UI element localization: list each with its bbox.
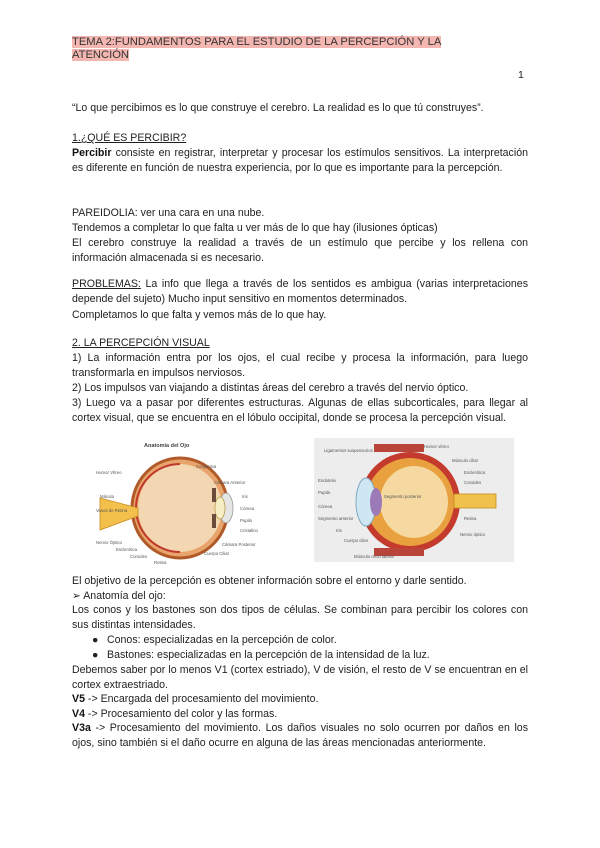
label-cristalino: Cristalino xyxy=(240,528,258,533)
opening-quote: “Lo que percibimos es lo que construye el cerebro. La realidad es lo que tú construyes”. xyxy=(72,102,484,114)
label-humor-vitreo: Humor Vítreo xyxy=(96,470,122,475)
label-vasos-retina: Vasos de Retina xyxy=(96,508,128,513)
label-esclerotica: Esclerótica xyxy=(116,547,138,552)
section2-heading: 2. LA PERCEPCIÓN VISUAL xyxy=(72,337,210,349)
section1-heading: 1.¿QUÉ ES PERCIBIR? xyxy=(72,132,187,144)
step-3: 3) Luego va a pasar por diferentes estructuras. Algunas de ellas subcorticales, para llegar al cortex visual, que se encuentra en el lóbulo occipital, donde se procesa la percepción visual. xyxy=(72,397,528,425)
label-macula: Mácula xyxy=(100,494,114,499)
eye-anatomy-diagram xyxy=(94,438,274,566)
label-coroides: Coroides xyxy=(130,554,148,559)
label-musculo-recto: Músculo recto lateral xyxy=(354,554,394,559)
label-cuerpo-ciliar-r: Cuerpo ciliar xyxy=(344,538,369,543)
label-musculo-ciliar: Músculo ciliar xyxy=(452,458,479,463)
label-retina: Retina xyxy=(154,560,167,565)
bullet-conos: ● Conos: especializadas en la percepción de color. xyxy=(92,634,337,646)
step-1: 1) La información entra por los ojos, el cual recibe y procesa la información, para luego transformarla en impulsos nerviosos. xyxy=(72,352,528,380)
label-segmento-anterior: Segmento anterior xyxy=(318,516,354,521)
label-coroides-r: Coroides xyxy=(464,480,482,485)
eye-cross-section-diagram xyxy=(314,438,514,562)
label-cornea-r: Córnea xyxy=(318,504,333,509)
label-pupila-r: Pupila xyxy=(318,490,330,495)
pareidolia-text: PAREIDOLIA: ver una cara en una nube. xyxy=(72,207,265,219)
step-2: 2) Los impulsos van viajando a distintas áreas del cerebro a través del nervio óptico. xyxy=(72,382,469,394)
page-number: 1 xyxy=(518,69,524,81)
figure-left-title: Anatomía del Ojo xyxy=(144,443,190,449)
percibir-term: Percibir xyxy=(72,147,112,159)
eye-anatomy-figure-left xyxy=(94,438,274,566)
cerebro-text: El cerebro construye la realidad a través de un estímulo que percibe y los rellena con información almacenada si es necesario. xyxy=(72,237,528,265)
label-cornea: Córnea xyxy=(240,506,255,511)
label-iris-r: Iris xyxy=(336,528,342,533)
bullet-bastones: ● Bastones: especializadas en la percepción de la intensidad de la luz. xyxy=(92,649,430,661)
percibir-definition: Percibir consiste en registrar, interpretar y procesar los estímulos sensitivos. La interpretación es diferente en función de nuestra experiencia, por lo que es importante para la percepción. xyxy=(72,147,528,175)
label-ligamentos: Ligamentos suspensorios xyxy=(324,448,373,453)
label-esclerotica-r: Esclerótica xyxy=(464,470,486,475)
label-retina-r: Retina xyxy=(464,516,477,521)
label-iris: Iris xyxy=(242,494,248,499)
completamos-text: Completamos lo que falta y vemos más de lo que hay. xyxy=(72,309,327,321)
area-v4: V4 -> Procesamiento del color y las formas. xyxy=(72,708,278,720)
area-v5: V5 -> Encargada del procesamiento del movimiento. xyxy=(72,693,319,705)
label-camara-anterior: Cámara Anterior xyxy=(214,480,246,485)
label-pupila: Pupila xyxy=(240,518,252,523)
label-conjuntiva: Conjuntiva xyxy=(196,464,217,469)
label-nervio-optico: Nervio Óptico xyxy=(96,540,123,545)
label-segmento-posterior: Segmento posterior xyxy=(384,494,422,499)
label-camara-posterior: Cámara Posterior xyxy=(222,542,256,547)
anatomia-text: ➢ Anatomía del ojo: xyxy=(72,590,166,602)
problemas-label: PROBLEMAS: xyxy=(72,278,141,290)
debemos-text: Debemos saber por lo menos V1 (cortex estriado), V de visión, el resto de V se encuentran en el cortex extraestriado. xyxy=(72,664,528,692)
tendemos-text: Tendemos a completar lo que falta u ver más de lo que hay (ilusiones ópticas) xyxy=(72,222,438,234)
eye-anatomy-figure-right xyxy=(314,438,514,562)
label-endotelio: Endotelio xyxy=(318,478,336,483)
objetivo-text: El objetivo de la percepción es obtener información sobre el entorno y darle sentido. xyxy=(72,575,467,587)
label-nervio-optico-r: Nervio óptico xyxy=(460,532,486,537)
label-right-title: Humor vítreo xyxy=(424,444,449,449)
page-title: TEMA 2:FUNDAMENTOS PARA EL ESTUDIO DE LA PERCEPCIÓN Y LA ATENCIÓN xyxy=(72,36,442,61)
label-cuerpo-ciliar: Cuerpo Ciliar xyxy=(204,551,230,556)
area-v3a: V3a -> Procesamiento del movimiento. Los daños visuales no solo ocurren por daños en los ojos, sino también si el daño ocurre en alguna de las áreas mencionadas anteriormente. xyxy=(72,722,528,750)
conos-bastones-text: Los conos y los bastones son dos tipos de células. Se combinan para percibir los colores con sus distintas intensidades. xyxy=(72,604,528,632)
problemas-paragraph: PROBLEMAS: La info que llega a través de los sentidos es ambigua (varias interpretaciones depende del sujeto) Mucho input sensitivo en momentos determinados. xyxy=(72,278,528,306)
